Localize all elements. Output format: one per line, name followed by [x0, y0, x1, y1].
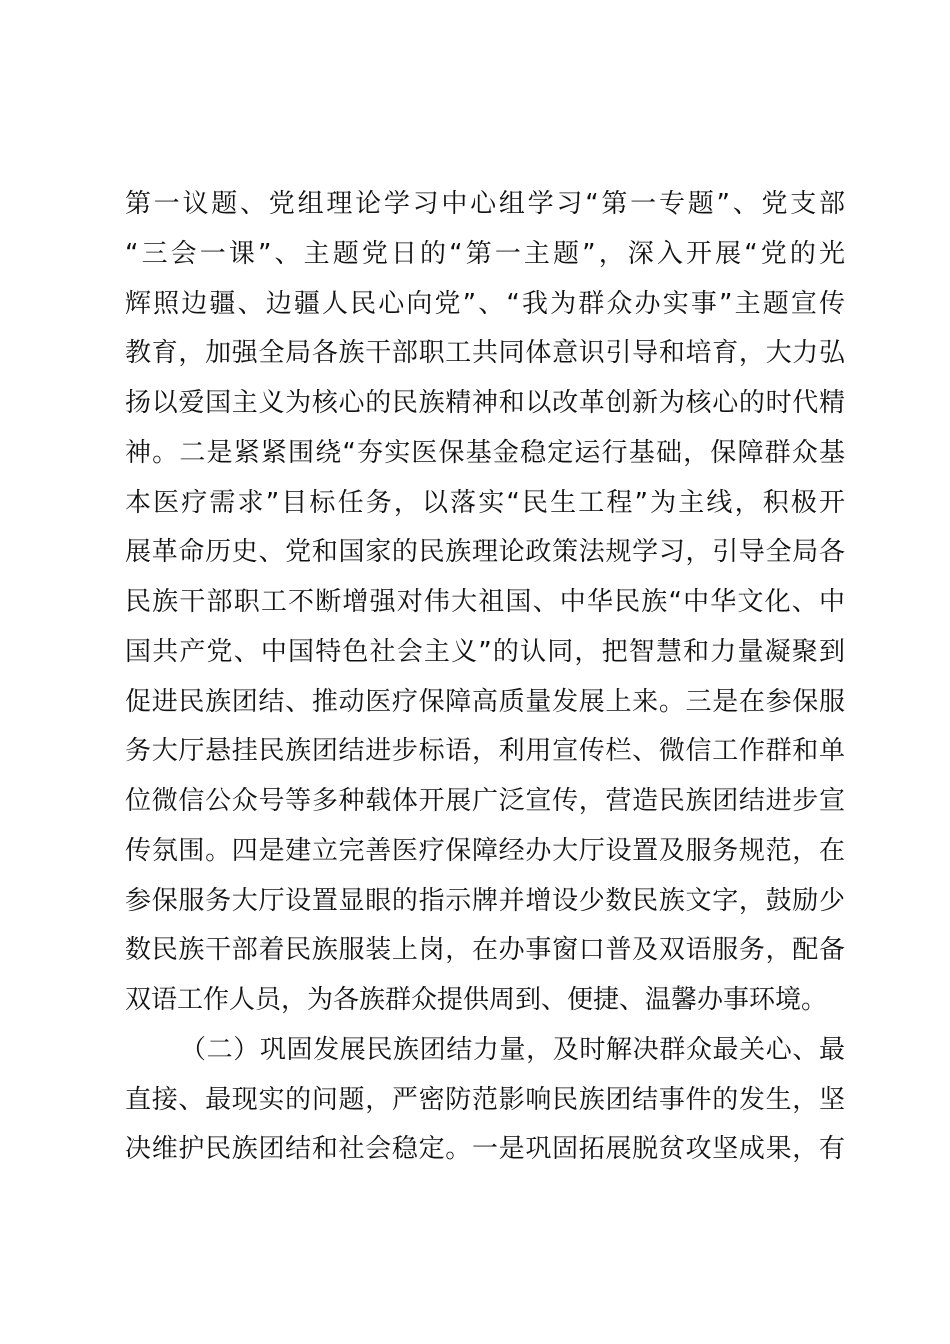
text-line: 展革命历史、党和国家的民族理论政策法规学习，引导全局各	[125, 537, 845, 568]
text-line: 扬以爱国主义为核心的民族精神和以改革创新为核心的时代精	[125, 388, 845, 418]
text-line: 民族干部职工不断增强对伟大祖国、中华民族“中华文化、中	[125, 587, 845, 617]
text-line: 传氛围。四是建立完善医疗保障经办大厅设置及服务规范，在	[125, 835, 845, 866]
text-line: 本医疗需求”目标任务，以落实“民生工程”为主线，积极开	[125, 487, 845, 518]
text-line: 国共产党、中国特色社会主义”的认同，把智慧和力量凝聚到	[125, 636, 845, 667]
body-text	[125, 180, 845, 1175]
text-line: 决维护民族团结和社会稳定。一是巩固拓展脱贫攻坚成果，有	[125, 1134, 845, 1165]
text-line: 辉照边疆、边疆人民心向党”、“我为群众办实事”主题宣传	[125, 288, 845, 319]
text-line: 位微信公众号等多种载体开展广泛宣传，营造民族团结进步宣	[125, 786, 845, 816]
text-line: 参保服务大厅设置显眼的指示牌并增设少数民族文字，鼓励少	[125, 885, 845, 916]
section-heading-line: （二）巩固发展民族团结力量，及时解决群众最关心、最	[180, 1034, 845, 1065]
text-line: 教育，加强全局各族干部职工共同体意识引导和培育，大力弘	[125, 338, 845, 369]
text-line: 促进民族团结、推动医疗保障高质量发展上来。三是在参保服	[125, 686, 845, 717]
paragraph-end-line: 双语工作人员，为各族群众提供周到、便捷、温馨办事环境。	[125, 985, 828, 1015]
text-line: “三会一课”、主题党日的“第一主题”，深入开展“党的光	[125, 238, 845, 269]
text-line: 直接、最现实的问题，严密防范影响民族团结事件的发生，坚	[125, 1084, 845, 1115]
text-line: 务大厅悬挂民族团结进步标语，利用宣传栏、微信工作群和单	[125, 736, 845, 767]
text-line: 第一议题、党组理论学习中心组学习“第一专题”、党支部	[125, 189, 845, 219]
text-line: 神。二是紧紧围绕“夯实医保基金稳定运行基础，保障群众基	[125, 437, 845, 468]
text-line: 数民族干部着民族服装上岗，在办事窗口普及双语服务，配备	[125, 935, 845, 966]
